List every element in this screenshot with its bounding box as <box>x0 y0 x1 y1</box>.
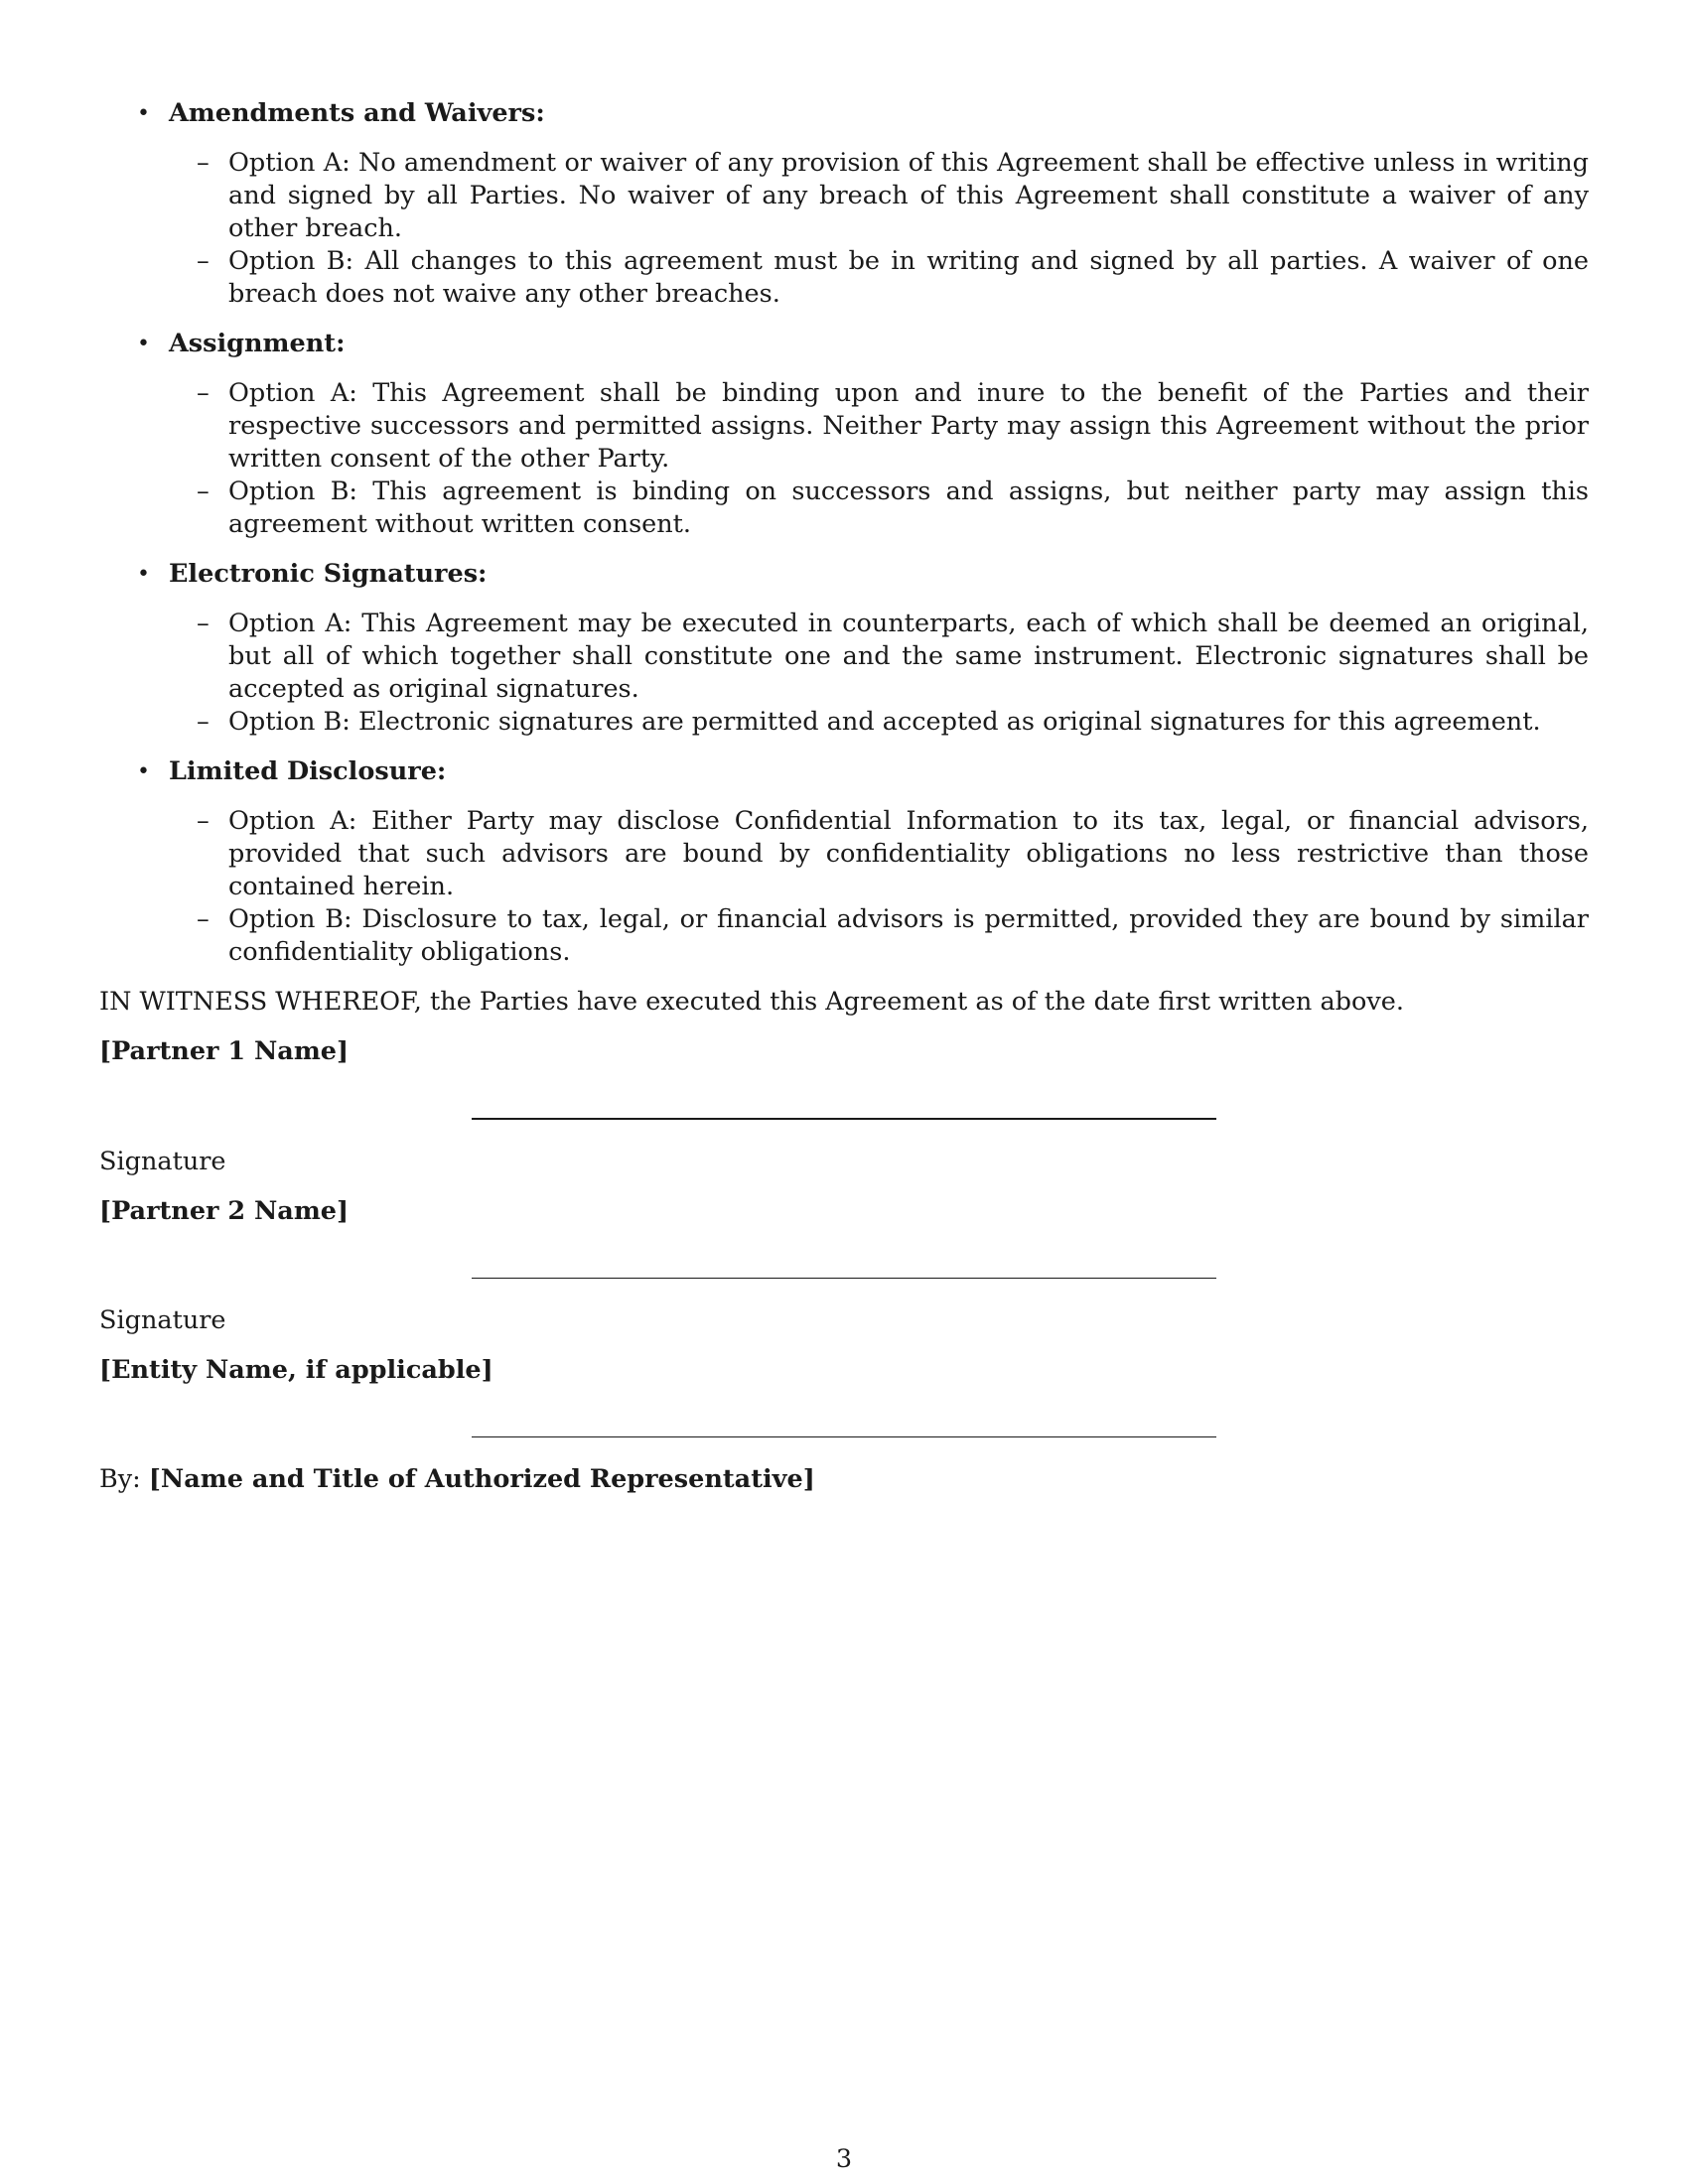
option-item <box>169 147 1589 245</box>
option-item <box>169 608 1589 706</box>
option-list <box>169 608 1589 739</box>
option-text: Option A: This Agreement shall be binding upon and inure to the benefit of the Parties and their respective successors and permitted assigns. Neither Party may assign this Agreement without the prior written consent of the other Party. <box>228 378 1589 474</box>
option-text: Option A: Either Party may disclose Confidential Information to its tax, legal, or financial advisors, provided that such advisors are bound by confidentiality obligations no less restrictive than those contained herein. <box>228 806 1589 901</box>
bullet-icon: • <box>137 759 150 784</box>
option-text: Option B: Electronic signatures are permitted and accepted as original signatures for this agreement. <box>228 707 1541 737</box>
entity-signature-line[interactable] <box>472 1436 1216 1437</box>
option-item <box>169 903 1589 969</box>
document-page <box>99 97 1589 1496</box>
clause-heading: Amendments and Waivers: <box>169 98 545 128</box>
clause-electronic-signatures <box>99 558 1589 739</box>
option-item <box>169 805 1589 903</box>
clause-heading: Limited Disclosure: <box>169 756 447 786</box>
partner-1-name: [Partner 1 Name] <box>99 1036 350 1066</box>
partner-2-name: [Partner 2 Name] <box>99 1196 350 1226</box>
witness-statement: IN WITNESS WHEREOF, the Parties have executed this Agreement as of the date first written above. <box>99 987 1404 1017</box>
authorized-representative-row <box>99 1463 1589 1496</box>
entity-name: [Entity Name, if applicable] <box>99 1355 493 1385</box>
page-number: 3 <box>835 2144 853 2174</box>
signature-label: Signature <box>99 1147 226 1176</box>
dash-icon: – <box>197 904 210 934</box>
option-text: Option B: All changes to this agreement must be in writing and signed by all parties. A waiver of one breach does not waive any other breaches. <box>228 246 1589 309</box>
option-item <box>169 476 1589 541</box>
clause-amendments-waivers <box>99 97 1589 311</box>
clause-heading: Assignment: <box>169 329 346 358</box>
option-text: Option B: Disclosure to tax, legal, or financial advisors is permitted, provided they are bound by similar confidentiality obligations. <box>228 904 1589 967</box>
dash-icon: – <box>197 246 210 276</box>
option-list <box>169 147 1589 311</box>
dash-icon: – <box>197 806 210 836</box>
clause-list <box>99 97 1589 969</box>
option-text: Option B: This agreement is binding on successors and assigns, but neither party may assign this agreement without written consent. <box>228 477 1589 539</box>
dash-icon: – <box>197 609 210 638</box>
option-item <box>169 245 1589 311</box>
clause-assignment <box>99 328 1589 541</box>
dash-icon: – <box>197 378 210 408</box>
option-item <box>169 706 1589 739</box>
dash-icon: – <box>197 477 210 506</box>
representative-name: [Name and Title of Authorized Representative] <box>148 1464 815 1494</box>
dash-icon: – <box>197 148 210 178</box>
option-text: Option A: No amendment or waiver of any provision of this Agreement shall be effective unless in writing and signed by all Parties. No waiver of any breach of this Agreement shall constitute a waiver of any other breach. <box>228 148 1589 243</box>
option-item <box>169 377 1589 476</box>
bullet-icon: • <box>137 101 150 126</box>
clause-heading: Electronic Signatures: <box>169 559 488 589</box>
dash-icon: – <box>197 707 210 737</box>
option-list <box>169 805 1589 969</box>
clause-limited-disclosure <box>99 755 1589 969</box>
partner-1-signature-line[interactable] <box>472 1118 1216 1120</box>
partner-2-signature-line[interactable] <box>472 1278 1216 1279</box>
option-text: Option A: This Agreement may be executed in counterparts, each of which shall be deemed an original, but all of which together shall constitute one and the same instrument. Electronic signatures shall be accepted as original signatures. <box>228 609 1589 704</box>
by-label: By: <box>99 1464 141 1494</box>
signature-label: Signature <box>99 1305 226 1335</box>
bullet-icon: • <box>137 562 150 587</box>
bullet-icon: • <box>137 332 150 356</box>
option-list <box>169 377 1589 541</box>
